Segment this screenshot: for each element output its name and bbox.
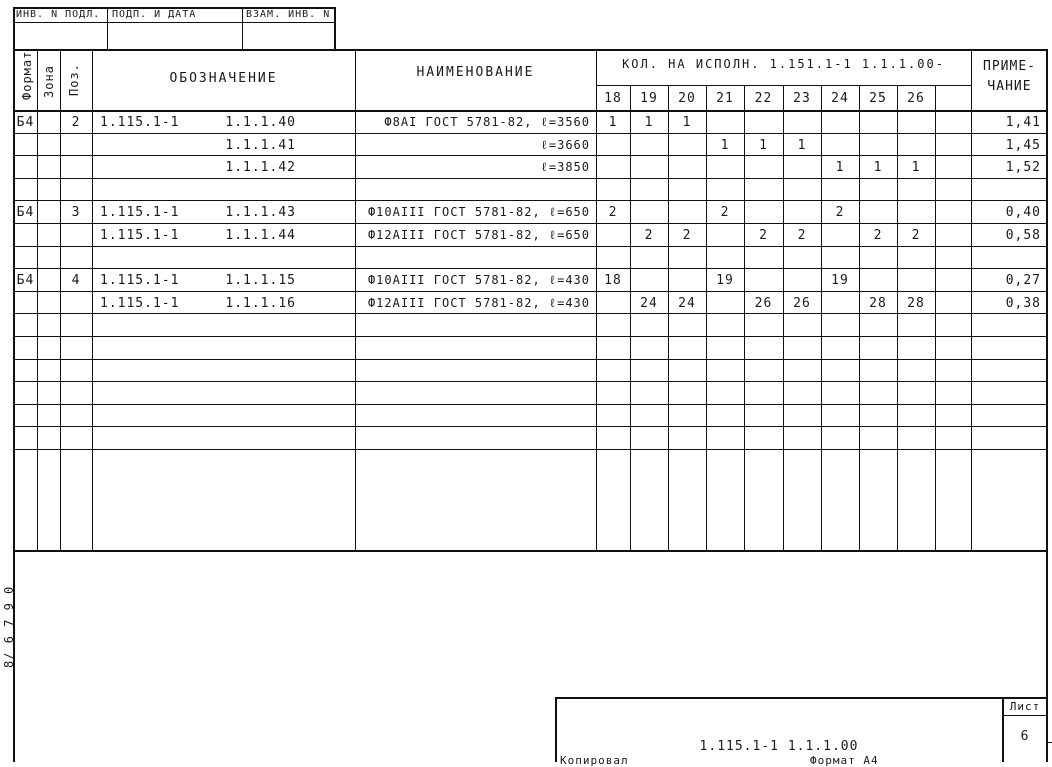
row-line-4 bbox=[13, 200, 1048, 201]
cell-oboz-code: 1.1.1.41 bbox=[225, 138, 296, 153]
cell-qty: 1 bbox=[608, 115, 618, 130]
row-line-7 bbox=[13, 268, 1048, 269]
stamp-inv-podl: ИНВ. N ПОДЛ. bbox=[16, 9, 101, 20]
cell-qty: 24 bbox=[678, 296, 696, 311]
row-line-10 bbox=[13, 336, 1048, 337]
cell-qty: 28 bbox=[869, 296, 887, 311]
title-block-code: 1.115.1-1 1.1.1.00 bbox=[699, 739, 859, 754]
row-line-12 bbox=[13, 381, 1048, 382]
cell-qty: 1 bbox=[644, 115, 654, 130]
cell-primechanie: 0,27 bbox=[1005, 273, 1041, 288]
cell-qty: 26 bbox=[754, 296, 773, 311]
cell-qty: 26 bbox=[793, 296, 811, 311]
cell-oboz-series: 1.115.1-1 bbox=[100, 273, 180, 288]
cell-qty: 2 bbox=[644, 228, 654, 243]
row-line-6 bbox=[13, 246, 1048, 247]
cell-qty: 1 bbox=[911, 160, 921, 175]
header-col-4: 22 bbox=[754, 91, 773, 106]
cell-qty: 24 bbox=[640, 296, 658, 311]
side-note: 8/ 6 7 9 0 bbox=[2, 585, 16, 668]
cell-qty: 2 bbox=[873, 228, 883, 243]
cell-qty: 1 bbox=[835, 160, 845, 175]
footer-format: Формат А4 bbox=[810, 754, 879, 767]
stamp-border-left bbox=[13, 7, 15, 49]
cell-oboz-code: 1.1.1.42 bbox=[225, 160, 296, 175]
row-line-5 bbox=[13, 223, 1048, 224]
table-border-top bbox=[13, 49, 1048, 51]
cell-qty: 1 bbox=[720, 138, 730, 153]
cell-qty: 2 bbox=[835, 205, 845, 220]
cell-format: Б4 bbox=[16, 273, 35, 288]
row-line-11 bbox=[13, 359, 1048, 360]
cell-qty: 2 bbox=[911, 228, 921, 243]
header-zona: Зона bbox=[42, 65, 56, 98]
table-border-bottom bbox=[13, 550, 1048, 552]
cell-oboz-code: 1.1.1.43 bbox=[225, 205, 296, 220]
cell-naimenovanie: ℓ=3850 bbox=[540, 160, 590, 174]
cell-oboz-code: 1.1.1.40 bbox=[225, 115, 296, 130]
cell-poz: 4 bbox=[71, 273, 81, 288]
cell-naimenovanie: ℓ=3660 bbox=[540, 138, 590, 152]
cell-qty: 19 bbox=[831, 273, 849, 288]
title-block-top bbox=[555, 697, 1048, 699]
header-col-7: 25 bbox=[869, 91, 887, 106]
title-block-tick bbox=[1046, 742, 1052, 743]
header-col-5: 23 bbox=[793, 91, 811, 106]
stamp-podp-data: ПОДП. И ДАТА bbox=[112, 9, 197, 20]
cell-naimenovanie: Ф8АI ГОСТ 5781-82, ℓ=3560 bbox=[384, 115, 590, 129]
cell-qty: 2 bbox=[759, 228, 768, 243]
header-prime-1: ПРИМЕ- bbox=[983, 59, 1036, 74]
cell-qty: 2 bbox=[797, 228, 807, 243]
header-col-8: 26 bbox=[907, 91, 925, 106]
row-line-2 bbox=[13, 155, 1048, 156]
col-line-14 bbox=[971, 49, 972, 550]
footer-kopiroval: Копировал bbox=[560, 754, 629, 767]
row-line-8 bbox=[13, 291, 1048, 292]
row-line-14 bbox=[13, 426, 1048, 427]
cell-poz: 3 bbox=[71, 205, 81, 220]
cell-qty: 1 bbox=[797, 138, 807, 153]
cell-qty: 2 bbox=[608, 205, 618, 220]
cell-qty: 1 bbox=[759, 138, 768, 153]
header-format: Формат bbox=[20, 50, 34, 100]
title-block-list-line bbox=[1002, 715, 1048, 716]
cell-primechanie: 1,52 bbox=[1005, 160, 1041, 175]
col-line-0 bbox=[37, 49, 38, 550]
cell-naimenovanie: Ф12АIII ГОСТ 5781-82, ℓ=430 bbox=[367, 296, 590, 310]
cell-qty: 18 bbox=[604, 273, 622, 288]
cell-qty: 28 bbox=[907, 296, 925, 311]
row-line-13 bbox=[13, 404, 1048, 405]
cell-primechanie: 1,41 bbox=[1005, 115, 1041, 130]
cell-qty: 1 bbox=[682, 115, 692, 130]
cell-oboz-code: 1.1.1.16 bbox=[225, 296, 296, 311]
stamp-col-line bbox=[242, 7, 243, 49]
cell-qty: 2 bbox=[682, 228, 692, 243]
header-col-1: 19 bbox=[640, 91, 658, 106]
row-line-3 bbox=[13, 178, 1048, 179]
cell-primechanie: 0,58 bbox=[1005, 228, 1041, 243]
header-oboznachenie: ОБОЗНАЧЕНИЕ bbox=[169, 71, 278, 86]
header-naimenovanie: НАИМЕНОВАНИЕ bbox=[416, 65, 535, 80]
cell-oboz-series: 1.115.1-1 bbox=[100, 205, 180, 220]
cell-oboz-series: 1.115.1-1 bbox=[100, 296, 180, 311]
col-line-2 bbox=[92, 49, 93, 550]
cell-naimenovanie: Ф12АIII ГОСТ 5781-82, ℓ=650 bbox=[367, 228, 590, 242]
header-prime-2: ЧАНИЕ bbox=[987, 79, 1032, 94]
header-kol-title: КОЛ. НА ИСПОЛН. 1.151.1-1 1.1.1.00- bbox=[622, 57, 945, 71]
row-line-1 bbox=[13, 133, 1048, 134]
stamp-col-line bbox=[107, 7, 108, 49]
cell-qty: 1 bbox=[873, 160, 883, 175]
header-col-6: 24 bbox=[831, 91, 849, 106]
cell-poz: 2 bbox=[71, 115, 81, 130]
stamp-border-right bbox=[334, 7, 336, 49]
stamp-divider bbox=[13, 22, 334, 23]
header-col-0: 18 bbox=[604, 91, 622, 106]
cell-oboz-code: 1.1.1.44 bbox=[225, 228, 296, 243]
cell-primechanie: 0,38 bbox=[1005, 296, 1041, 311]
title-block-list-num: 6 bbox=[1020, 729, 1030, 744]
cell-format: Б4 bbox=[16, 205, 35, 220]
cell-qty: 2 bbox=[720, 205, 730, 220]
title-block-list-label: Лист bbox=[1009, 700, 1041, 713]
cell-primechanie: 1,45 bbox=[1005, 138, 1041, 153]
cell-oboz-series: 1.115.1-1 bbox=[100, 228, 180, 243]
header-col-2: 20 bbox=[678, 91, 696, 106]
cell-naimenovanie: Ф10АIII ГОСТ 5781-82, ℓ=650 bbox=[367, 205, 590, 219]
col-line-3 bbox=[355, 49, 356, 550]
cell-format: Б4 bbox=[16, 115, 35, 130]
cell-oboz-code: 1.1.1.15 bbox=[225, 273, 296, 288]
header-poz: Поз. bbox=[67, 63, 81, 96]
header-bottom-line bbox=[13, 110, 1048, 112]
cell-oboz-series: 1.115.1-1 bbox=[100, 115, 180, 130]
cell-primechanie: 0,40 bbox=[1005, 205, 1041, 220]
row-line-15 bbox=[13, 449, 1048, 450]
stamp-vzam-inv: ВЗАМ. ИНВ. N bbox=[246, 9, 331, 20]
cell-naimenovanie: Ф10АIII ГОСТ 5781-82, ℓ=430 bbox=[367, 273, 590, 287]
cell-qty: 19 bbox=[716, 273, 734, 288]
header-col-3: 21 bbox=[716, 91, 734, 106]
row-line-9 bbox=[13, 313, 1048, 314]
